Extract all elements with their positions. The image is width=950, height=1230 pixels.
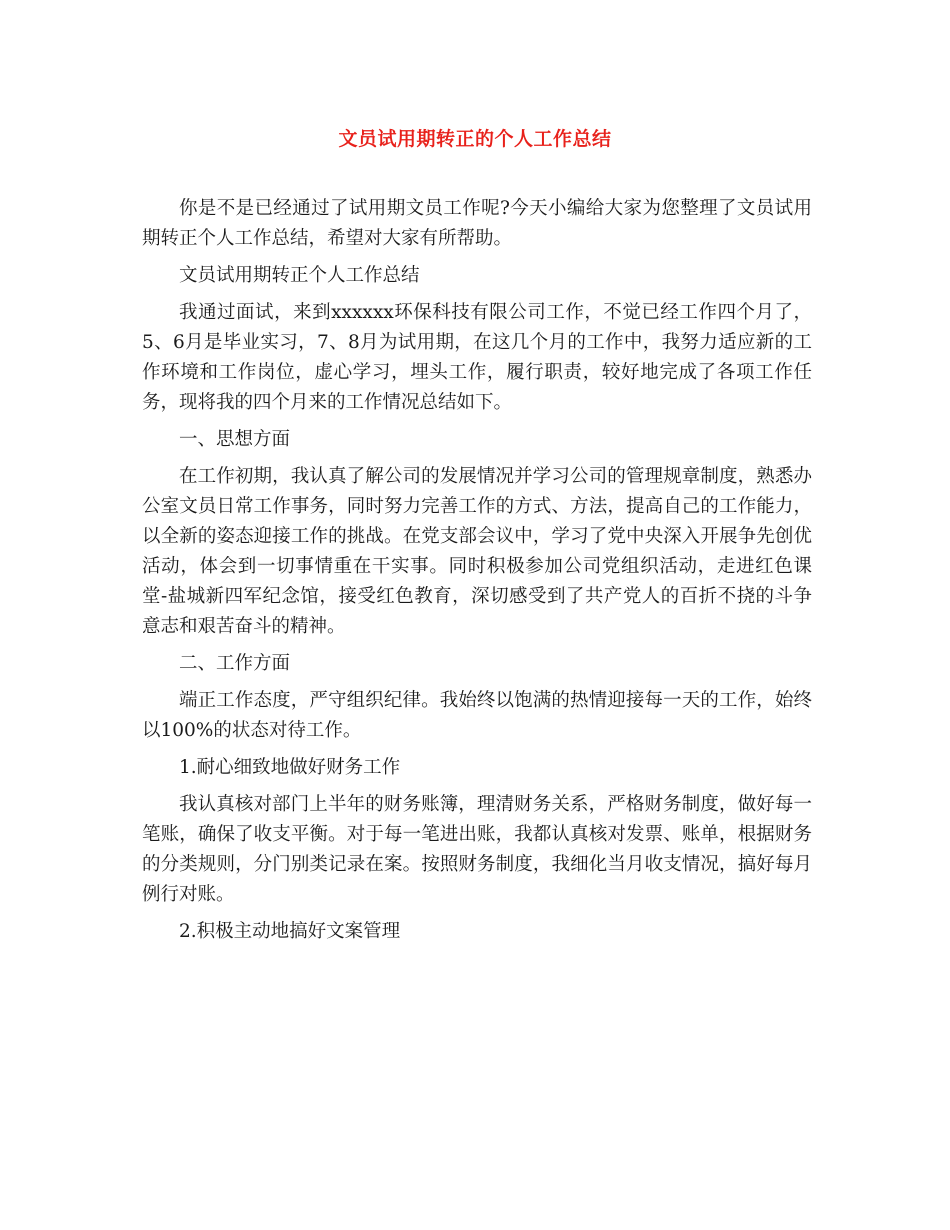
paragraph-intro: 你是不是已经通过了试用期文员工作呢?今天小编给大家为您整理了文员试用期转正个人工作总结，希望对大家有所帮助。 [142,198,812,249]
paragraph-attitude: 端正工作态度，严守组织纪律。我始终以饱满的热情迎接每一天的工作，始终以100%的状态对待工作。 [142,690,812,741]
paragraph-thought: 在工作初期，我认真了解公司的发展情况并学习公司的管理规章制度，熟悉办公室文员日常工作事务，同时努力完善工作的方式、方法，提高自己的工作能力，以全新的姿态迎接工作的挑战。在党支部会议中，学习了党中央深入开展争先创优活动，体会到一切事情重在干实事。同时积极参加公司党组织活动，走进红色课堂-盐城新四军纪念馆，接受红色教育，深切感受到了共产党人的百折不挠的斗争意志和艰苦奋斗的精神。 [142,466,812,637]
heading-work: 二、工作方面 [179,653,291,674]
paragraph-overview: 我通过面试，来到xxxxxx环保科技有限公司工作，不觉已经工作四个月了，5、6月是毕业实习，7、8月为试用期，在这几个月的工作中，我努力适应新的工作环境和工作岗位，虚心学习，埋头工作，履行职责，较好地完成了各项工作任务，现将我的四个月来的工作情况总结如下。 [142,302,812,413]
heading-documents: 2.积极主动地搞好文案管理 [179,921,401,942]
document-title: 文员试用期转正的个人工作总结 [338,128,612,150]
heading-finance: 1.耐心细致地做好财务工作 [179,757,401,778]
heading-thought: 一、思想方面 [179,429,291,450]
document-body [142,194,812,954]
paragraph-subtitle: 文员试用期转正个人工作总结 [179,265,420,286]
paragraph-finance: 我认真核对部门上半年的财务账簿，理清财务关系，严格财务制度，做好每一笔账，确保了收支平衡。对于每一笔进出账，我都认真核对发票、账单，根据财务的分类规则，分门别类记录在案。按照财务制度，我细化当月收支情况，搞好每月例行对账。 [142,794,812,905]
